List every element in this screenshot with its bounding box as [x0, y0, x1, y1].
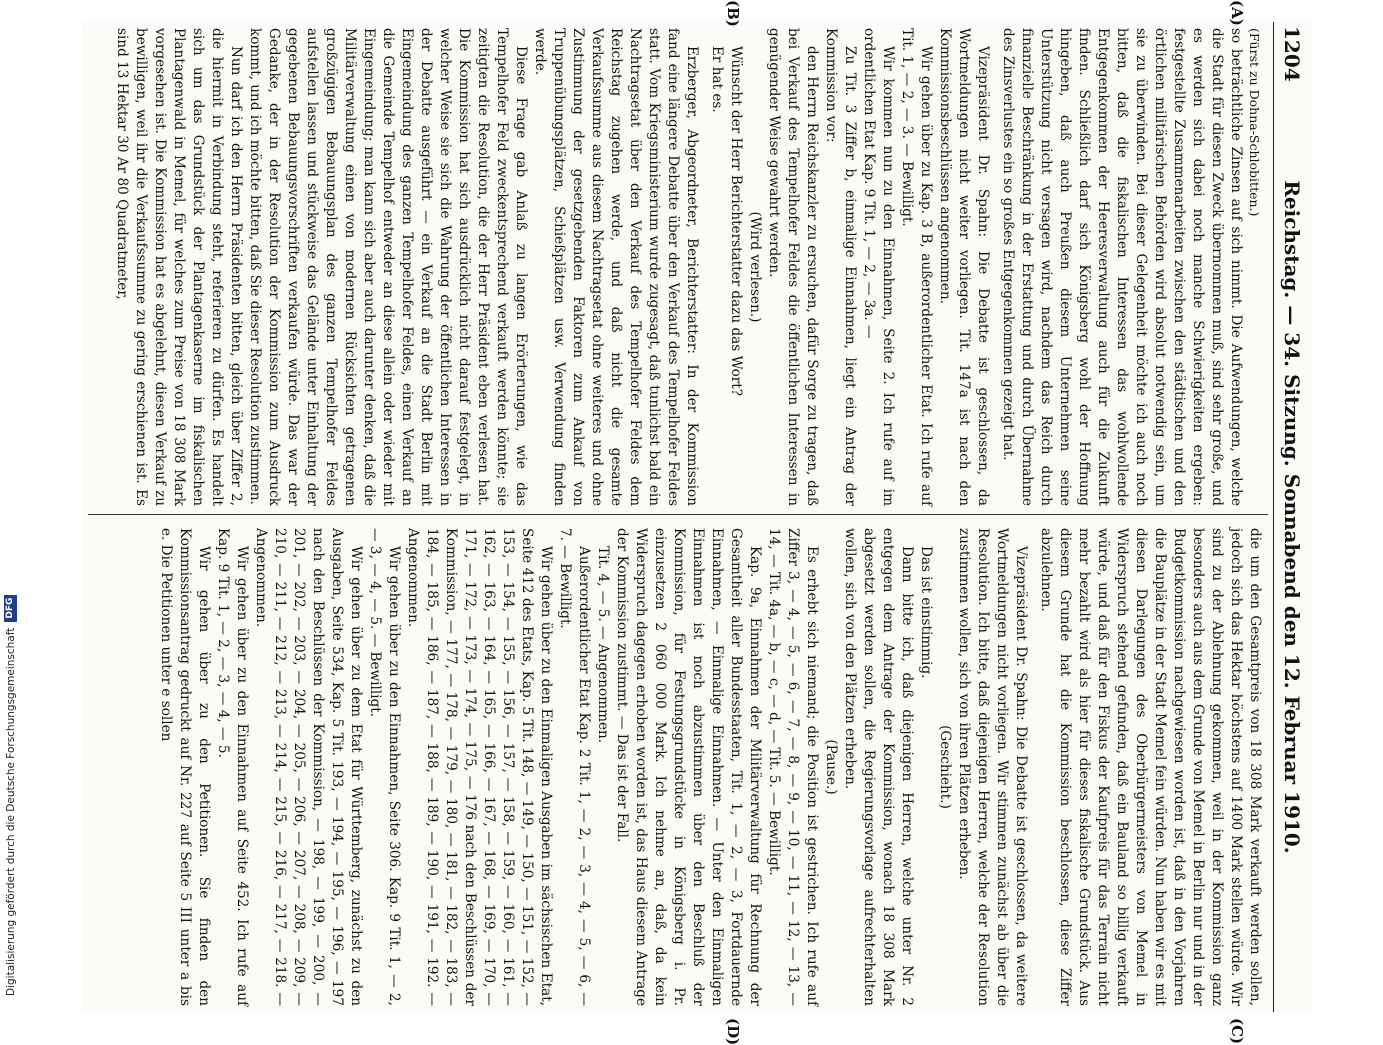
- page-number: 1204: [1280, 26, 1304, 82]
- right-column-paragraph: Wir gehen über zu den Petitionen. Sie finden den Kommissionsantrag gedruckt auf Nr. 227 auf Seite 5 III unter a bis e. Die Petitionen unter e sollen: [158, 528, 212, 1006]
- left-column: [112, 28, 1264, 506]
- right-column-paragraph: (Geschieht.): [937, 725, 953, 809]
- right-column-paragraph: Es erhebt sich niemand; die Position ist gestrichen. Ich rufe auf Ziffer 3, — 4, — 5, — 6, — 7, — 8, — 9, — 10, — 11, — 12, — 13, — 14, — Tit. 4a, — b, — c, — d, — Tit. 5. — Bewilligt.: [766, 528, 820, 1006]
- right-column-paragraph: (Pause.): [823, 739, 839, 795]
- dfg-logo: DFG: [4, 595, 17, 622]
- running-title: Reichstag. — 34. Sitzung. Sonnabend den 12. Februar 1910.: [1280, 180, 1304, 854]
- right-column-paragraph: Tit. 4, — 5. — Angenommen.: [595, 546, 611, 744]
- column-divider: [88, 514, 1268, 515]
- left-column-paragraph: Diese Frage gab Anlaß zu langen Erörterungen, wie das Tempelhofer Feld zweckentsprechend verkauft werden könnte; sie zeitigten die Resolution, die der Herr Präsident eben verlesen hat. Die Kommission hat sich ausdrücklich nicht darauf festgelegt, in welcher Weise sie sich die Wahrung der öffentlichen Interessen in der Debatte ausgeführt — ein Verkauf an die Stadt Berlin mit Eingemeindung des ganzen Tempelhofer Feldes, einen Verkauf an die Gemeinde Tempelhof entweder an diese allein oder wieder mit Eingemeindung; man kann sich aber auch darunter denken, daß die Militärverwaltung einen von modernen Rücksichten getragenen großzügigen Bebauungsplan des ganzen Tempelhofer Feldes aufstellen lassen und stückweise das Gelände unter Einhaltung der gegebenen Bebauungsvorschriften verkaufen würde. Das war der Gedanke, der in der Resolution der Kommission zum Ausdruck kommt, und ich möchte bitten, daß Sie dieser Resolution zustimmen.: [247, 28, 529, 506]
- left-column-paragraph: Zu Tit. 3 Ziffer b, einmalige Einnahmen, liegt ein Antrag der Kommission vor:: [823, 28, 858, 506]
- margin-marker-a: (A): [1228, 0, 1246, 26]
- left-column-paragraph: Wünscht der Herr Berichterstatter dazu das Wort?: [728, 46, 744, 397]
- right-column-paragraph: die um den Gesamtpreis von 18 308 Mark verkauft werden sollen, jedoch sich das Hektar höchstens auf 1400 Mark stellen würde. Wir sind zu der Ablehnung gekommen, weil in der Kommission ganz besonders auch aus dem Grunde von Memel in Berlin nur und in der Budgetkommission nachgewiesen worden ist, daß in den Vorjahren die Bauplätze in der Stadt Memel fein würden. Nun haben wir es mit diesen Darlegungen des Oberbürgermeisters von Memel in Widerspruch stehend gefunden, daß ein Bauland so billig verkauft würde, und daß für den Fiskus der Kaufpreis für das Terrain nicht mehr bezahlt wird als hier für dieses fiskalische Grundstück. Aus diesem Grunde hat die Kommission beschlossen, diese Ziffer abzulehnen.: [1038, 528, 1263, 1006]
- left-column-paragraph: Vizepräsident Dr. Spahn: Die Debatte ist geschlossen, da Wortmeldungen nicht weiter vorliegen. Tit. 147a ist nach den Kommissionsbeschlüssen angenommen.: [937, 28, 991, 506]
- right-column-paragraph: Außerordentlicher Etat Kap. 2 Tit. 1, — 2, — 3, — 4, — 5, — 6, — 7. — Bewilligt.: [557, 528, 592, 1006]
- right-column-paragraph: Wir gehen über zu den Einnahmen, Seite 306. Kap. 9 Tit. 1, — 2, — 3, — 4, — 5. — Bewilligt.: [367, 528, 402, 1006]
- right-column-paragraph: Kap. 9a, Einnahmen der Militärverwaltung für Rechnung der Gesamtheit aller Bundesstaaten, Tit. 1, — 2, — 3, Fortdauernde Einnahmen, — Einmalige Einnahmen. — Unter den Einmaligen Einnahmen ist noch abzustimmen über den Beschluß der Kommission, für Festungsgrundstücke in Königsberg i. Pr. einzusetzen 2 060 000 Mark. Ich nehme an, daß, da kein Widerspruch dagegen erhoben worden ist, das Haus diesem Antrage der Kommission zustimmt. — Das ist der Fall.: [614, 528, 763, 1006]
- margin-marker-b: (B): [724, 0, 742, 27]
- right-column-paragraph: Wir gehen über zu den Einnahmen auf Seite 452. Ich rufe auf Kap. 9 Tit. 1, — 2, — 3, — 4, — 5.: [215, 528, 250, 1006]
- left-column-paragraph: Er hat es.: [709, 46, 725, 113]
- left-column-paragraph: den Herrn Reichskanzler zu ersuchen, dafür Sorge zu tragen, daß bei Verkauf des Tempelhofer Feldes die öffentlichen Interessen in genügender Weise gewahrt werden.: [766, 28, 820, 506]
- right-column-paragraph: Dann bitte ich, daß diejenigen Herren, welche unter Nr. 2 entgegen dem Antrage der Kommission, wonach 18 308 Mark abgesetzt werden sollen, die Regierungsvorlage aufrechterhalten wollen, sich von den Plätzen erheben.: [842, 528, 915, 1006]
- left-column-paragraph: (Fürst zu Dohna-Schlobitten.): [1247, 28, 1262, 217]
- left-column-paragraph: Erzberger, Abgeordneter, Berichterstatter: In der Kommission fand eine längere Debatte über den Verkauf des Tempelhofer Feldes statt. Vom Kriegsministerium wurde zugesagt, daß tunlichst bald ein Nachtragsetat über den Verkauf des Tempelhofer Feldes dem Reichstag zugehen werde, und daß nicht die gesamte Verkaufssumme aus diesem Nachtragsetat ohne weiteres und ohne Zustimmung der gesetzgebenden Faktoren zum Ankauf von Truppenübungsplätzen, Schießplätzen usw. Verwendung finden werde.: [532, 28, 700, 506]
- header-rule: [1273, 22, 1274, 1012]
- document-page: [82, 0, 1312, 1045]
- left-column-paragraph: Wir gehen über zu Kap. 3 B, außerordentlicher Etat. Ich rufe auf Tit. 1, — 2, — 3. — Bewilligt.: [899, 28, 934, 506]
- right-column-paragraph: Wir gehen über zu den Einmaligen Ausgaben im sächsischen Etat, Seite 412 des Etats, Kap. 5 Tit. 148, — 149, — 150, — 151, — 152, — 153, — 154, — 155, — 156, — 157, — 158, — 159, — 160, — 161, — 162, — 163, — 164, — 165, — 166, — 167, — 168, — 169, — 170, — 171, — 172, — 173, — 174, — 175, — 176 nach den Beschlüssen der Kommission, — 177, — 178, — 179, — 180, — 181, — 182, — 183, — 184, — 185, — 186, — 187, — 188, — 189, — 190, — 191, — 192. — Angenommen.: [405, 528, 554, 1006]
- right-column: [156, 528, 1264, 1006]
- margin-marker-d: (D): [724, 1018, 742, 1045]
- right-column-paragraph: Vizepräsident Dr. Spahn: Die Debatte ist geschlossen, da weitere Wortmeldungen nicht vorliegen. Wir stimmen zunächst ab über die Resolution. Ich bitte, daß diejenigen Herren, welche der Resolution zustimmen wollen, sich von ihren Plätzen erheben.: [956, 528, 1029, 1006]
- right-column-paragraph: Das ist einstimmig.: [918, 546, 934, 679]
- left-column-paragraph: Nun darf ich den Herrn Präsidenten bitten, gleich über Ziffer 2, die hiermit in Verbindung steht, referieren zu dürfen. Es handelt sich um das Grundstück der Plantagenkaserne im fiskalischen Plantagenwald in Memel, für welches zum Preise von 18 308 Mark vorgesehen ist. Die Kommission hat es abgelehnt, diesen Verkauf zu bewilligen, weil ihr die Verkaufssumme zu gering erschienen ist. Es sind 13 Hektar 30 Ar 80 Quadratmeter,: [114, 28, 244, 506]
- running-header: [1272, 22, 1312, 1012]
- credit-text: Digitalisierung gefördert durch die Deutsche Forschungsgemeinschaft: [4, 627, 17, 996]
- margin-marker-c: (C): [1228, 1018, 1246, 1045]
- left-column-paragraph: (Wird verlesen.): [747, 211, 763, 323]
- digitization-credit: [4, 595, 17, 996]
- left-column-paragraph: Wir kommen nun zu den Einnahmen, Seite 2. Ich rufe auf im ordentlichen Etat Kap. 9 Tit. 1, — 2, — 3a. —: [861, 28, 896, 506]
- right-column-paragraph: Wir gehen über zu dem Etat für Württemberg, zunächst zu den Ausgaben, Seite 534, Kap. 5 Tit. 193, — 194, — 195, — 196, — 197 nach den Beschlüssen der Kommission, — 198, — 199, — 200, — 201, — 202, — 203, — 204, — 205, — 206, — 207, — 208, — 209, — 210, — 211, — 212, — 213, — 214, — 215, — 216, — 217, — 218. — Angenommen.: [253, 528, 364, 1006]
- left-column-paragraph: so beträchtliche Zinsen auf sich nimmt. Die Aufwendungen, welche die Stadt für diesen Zweck übernommen muß, sind sehr große, und es werden sich dabei noch manche Schwierigkeiten ergeben: festgestellte Zusammenarbeiten zwischen den städtischen und den örtlichen militärischen Behörden wird absolut notwendig sein, um sie zu überwinden. Bei dieser Gelegenheit möchte ich auch noch bitten, daß die fiskalischen Interessen das wohlwollende Entgegenkommen der Heeresverwaltung auch für die Zukunft finden. Schließlich darf sich Königsberg wohl der Hoffnung hingeben, daß auch Preußen diesem Unternehmen seine Unterstützung nicht versagen wird, nachdem das Reich durch finanzielle Beschränkung in der Erstattung und durch Übernahme des Zinsverlustes ein so großes Entgegenkommen gezeigt hat.: [1000, 28, 1244, 506]
